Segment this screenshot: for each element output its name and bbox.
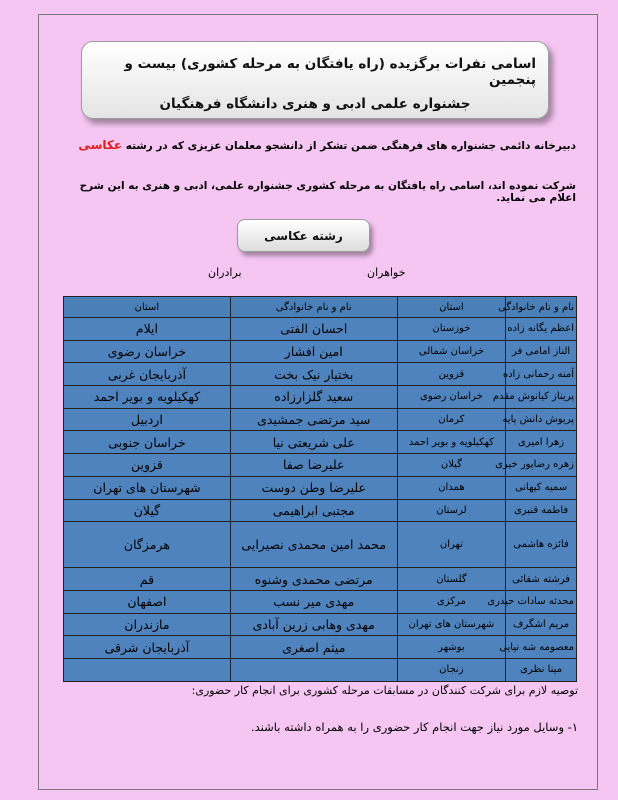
title-line-2: جشنواره علمی ادبی و هنری دانشگاه فرهنگیان [159, 96, 471, 112]
results-table [63, 296, 577, 682]
sister-name-cell: آمنه رحمانی زاده [506, 363, 577, 386]
intro-line-2: شرکت نموده اند، اسامی راه یافتگان به مرحله کشوری جشنواره علمی، ادبی و هنری به این شرح اعلام می نماید. [79, 180, 576, 204]
sister-province-cell: قزوین [397, 363, 506, 386]
brother-province-cell: آذربایجان شرقی [64, 636, 231, 659]
sister-name-cell: پریناز کیانوش مقدم [506, 386, 577, 409]
header-brother-name: نام و نام خانوادگی [230, 297, 397, 318]
brother-province-cell: قم [64, 568, 231, 591]
brother-name-cell: بختیار نیک بخت [230, 363, 397, 386]
sister-province-cell: شهرستان های تهران [397, 613, 506, 636]
sister-name-cell: فاطمه قنبری [506, 499, 577, 522]
sister-province-cell: خراسان رضوی [397, 386, 506, 409]
sister-province-cell: کهکیلویه و بویر احمد [397, 431, 506, 454]
brother-province-cell: ایلام [64, 318, 231, 341]
header-sister-province: استان [397, 297, 506, 318]
sister-province-cell: همدان [397, 476, 506, 499]
title-box [81, 41, 549, 119]
table-row [64, 499, 577, 522]
notes-item-1: ۱- وسایل مورد نیاز جهت انجام کار حضوری را به همراه داشته باشند. [250, 720, 578, 734]
group-label-sisters: خواهران [367, 266, 406, 279]
sister-province-cell: بوشهر [397, 636, 506, 659]
sister-province-cell: خراسان شمالی [397, 340, 506, 363]
table-row [64, 613, 577, 636]
brother-name-cell: میثم اصغری [230, 636, 397, 659]
category-label: رشته عکاسی [237, 219, 370, 252]
brother-name-cell: احسان الفتی [230, 318, 397, 341]
table-row [64, 318, 577, 341]
table-row [64, 363, 577, 386]
intro-line-1 [64, 138, 576, 152]
table-row [64, 658, 577, 681]
brother-province-cell: آذربایجان غربی [64, 363, 231, 386]
header-brother-province: استان [64, 297, 231, 318]
sister-province-cell: تهران [397, 522, 506, 568]
sister-province-cell: مرکزی [397, 590, 506, 613]
brother-name-cell: سید مرتضی جمشیدی [230, 408, 397, 431]
brother-name-cell: سعید گلزارزاده [230, 386, 397, 409]
header-sister-name: نام و نام خانوادگی [506, 297, 577, 318]
sister-name-cell: مریم اشگرف [506, 613, 577, 636]
brother-province-cell: شهرستان های تهران [64, 476, 231, 499]
brother-province-cell: گیلان [64, 499, 231, 522]
brother-name-cell: امین افشار [230, 340, 397, 363]
table-row [64, 522, 577, 568]
intro-highlight: عکاسی [78, 138, 123, 152]
notes-heading: توصیه لازم برای شرکت کنندگان در مسابقات مرحله کشوری برای انجام کار حضوری: [191, 684, 578, 697]
title-line-1: اسامی نفرات برگزیده (راه یافتگان به مرحله کشوری) بیست و پنجمین [124, 56, 536, 88]
sister-province-cell: زنجان [397, 658, 506, 681]
group-label-brothers: برادران [208, 266, 242, 279]
sister-name-cell: فرشته شفائی [506, 568, 577, 591]
sister-name-cell: معصومه شه نیایی [506, 636, 577, 659]
brother-province-cell: هرمزگان [64, 522, 231, 568]
table-row [64, 636, 577, 659]
sister-name-cell: فائزه هاشمی [506, 522, 577, 568]
brother-province-cell: خراسان رضوی [64, 340, 231, 363]
brother-province-cell: خراسان جنوبی [64, 431, 231, 454]
table-row [64, 386, 577, 409]
brother-province-cell: اصفهان [64, 590, 231, 613]
brother-name-cell: مهدی وهابی زرین آبادی [230, 613, 397, 636]
table-row [64, 568, 577, 591]
sister-province-cell: گیلان [397, 454, 506, 477]
brother-name-cell: مجتبی ابراهیمی [230, 499, 397, 522]
sister-name-cell: اعظم یگانه زاده [506, 318, 577, 341]
brother-province-cell [64, 658, 231, 681]
brother-name-cell: محمد امین محمدی نصیرایی [230, 522, 397, 568]
brother-province-cell: مازندران [64, 613, 231, 636]
sister-name-cell: پریوش دانش پایه [506, 408, 577, 431]
brother-name-cell: علی شریعتی نیا [230, 431, 397, 454]
table-row [64, 340, 577, 363]
table-row [64, 476, 577, 499]
sister-name-cell: الناز امامی فر [506, 340, 577, 363]
table-row [64, 590, 577, 613]
table-header-row [64, 297, 577, 318]
brother-province-cell: اردبیل [64, 408, 231, 431]
sister-province-cell: کرمان [397, 408, 506, 431]
brother-name-cell: مرتضی محمدی وشنوه [230, 568, 397, 591]
sister-name-cell: سمیه کیهانی [506, 476, 577, 499]
brother-name-cell: علیرضا وطن دوست [230, 476, 397, 499]
table-row [64, 431, 577, 454]
table-row [64, 408, 577, 431]
brother-name-cell: مهدی میر نسب [230, 590, 397, 613]
brother-province-cell: قزوین [64, 454, 231, 477]
sister-province-cell: خوزستان [397, 318, 506, 341]
brother-name-cell [230, 658, 397, 681]
brother-name-cell: علیرضا صفا [230, 454, 397, 477]
sister-name-cell: زهرا امیری [506, 431, 577, 454]
sister-province-cell: گلستان [397, 568, 506, 591]
table-row [64, 454, 577, 477]
sister-name-cell: مینا نظری [506, 658, 577, 681]
brother-province-cell: کهکیلویه و بویر احمد [64, 386, 231, 409]
intro-line-1-text: دبیرخانه دائمی جشنواره های فرهنگی ضمن تشکر از دانشجو معلمان عزیزی که در رشته [122, 140, 576, 152]
sister-name-cell: محدثه سادات حیدری [506, 590, 577, 613]
sister-name-cell: زهره رضاپور خیری [506, 454, 577, 477]
sister-province-cell: لرستان [397, 499, 506, 522]
